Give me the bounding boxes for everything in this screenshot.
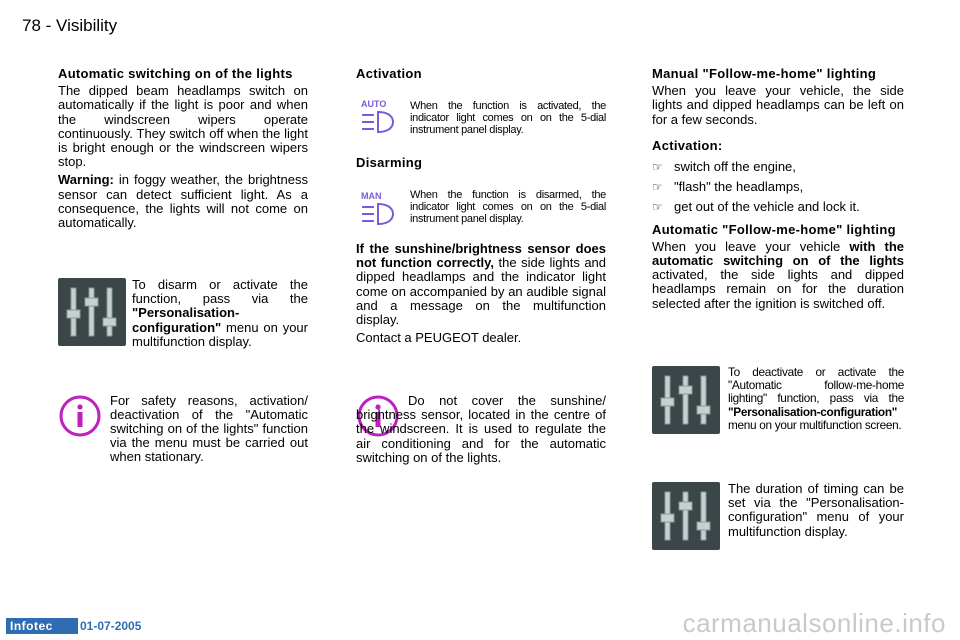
auto-indicator-text: When the function is activated, the indicator light comes on on the 5-dial instrument panel display.: [410, 100, 606, 136]
column-1: [58, 67, 308, 234]
cfg-note-col3a: To deactivate or activate the "Automatic follow-me-home lighting" function, pass via the "Personalisation-configuration" menu on your multifunction screen.: [728, 365, 904, 432]
cfg-note-col1: To disarm or activate the function, pass via the "Personalisation-configuration" menu on your multifunction display.: [132, 277, 308, 349]
warning-paragraph: Warning: in foggy weather, the brightness sensor can detect sufficient light. As a consequence, the lights will not come on automatically.: [58, 172, 308, 231]
sliders-icon: [58, 278, 126, 346]
page-number: 78: [22, 16, 41, 35]
sensor-paragraph: If the sunshine/brightness sensor does not function correctly, the side lights and dipped headlamps and the indicator light come on accompanied by an audible signal and a message on the multifunction display.: [356, 241, 607, 328]
column-3: [652, 67, 904, 315]
sliders-icon: [652, 482, 720, 550]
info-note-col2: Do not cover the sunshine/ brightness sensor, located in the centre of the windscreen. It is used to regulate the air conditioning and for the automatic switching on of the lights.: [356, 393, 606, 465]
list-item: ☞ "flash" the headlamps,: [652, 179, 804, 195]
heading-auto-lights: Automatic switching on of the lights: [58, 66, 293, 81]
manual-follow-text: When you leave your vehicle, the side lights and dipped headlamps can be left on for a few seconds.: [652, 83, 904, 127]
auto-badge: AUTO: [361, 99, 387, 109]
infotec-logo: Infotec: [6, 618, 78, 634]
heading-disarming: Disarming: [356, 155, 423, 170]
headlamp-icon: [360, 190, 398, 226]
watermark: carmanualsonline.info: [682, 608, 946, 638]
auto-follow-text: When you leave your vehicle with the automatic switching on of the lights activated, the side lights and dipped headlamps remain on for the duration selected after the ignition is switched off.: [652, 238, 905, 311]
pointing-hand-icon: ☞: [652, 160, 663, 175]
footer-date: 01-07-2005: [80, 619, 142, 633]
info-icon: [58, 394, 102, 438]
sensor-block: [356, 242, 606, 349]
cfg-note-col3b: The duration of timing can be set via the "Personalisation-configuration" menu of your multifunction display.: [728, 481, 904, 539]
info-note-col1: For safety reasons, activation/ deactivation of the "Automatic switching on of the lights" function via the menu must be carried out when stationary.: [110, 393, 308, 464]
sliders-icon: [652, 366, 720, 434]
disarming-block: [356, 156, 606, 173]
pointing-hand-icon: ☞: [652, 200, 663, 215]
column-2: [356, 67, 606, 84]
pointing-hand-icon: ☞: [652, 180, 663, 195]
heading-activation-steps: Activation:: [652, 137, 723, 153]
man-indicator-text: When the function is disarmed, the indicator light comes on on the 5-dial instrument panel display.: [410, 189, 606, 225]
contact-dealer: Contact a PEUGEOT dealer.: [356, 330, 522, 346]
headlamp-icon: [360, 98, 398, 134]
heading-activation: Activation: [356, 66, 422, 81]
man-badge: MAN: [361, 191, 382, 201]
list-item: ☞ get out of the vehicle and lock it.: [652, 199, 860, 215]
heading-auto-follow: Automatic "Follow-me-home" lighting: [652, 221, 896, 237]
section-title: Visibility: [56, 16, 118, 35]
list-item: ☞ switch off the engine,: [652, 159, 796, 175]
page-header: 78 - Visibility: [22, 16, 118, 35]
paragraph-auto-lights: The dipped beam headlamps switch on automatically if the light is poor and when the windscreen wipers operate continuously. They switch off when the light is bright enough or the windscreen wipers stop.: [58, 83, 308, 170]
heading-manual-follow: Manual "Follow-me-home" lighting: [652, 66, 877, 81]
